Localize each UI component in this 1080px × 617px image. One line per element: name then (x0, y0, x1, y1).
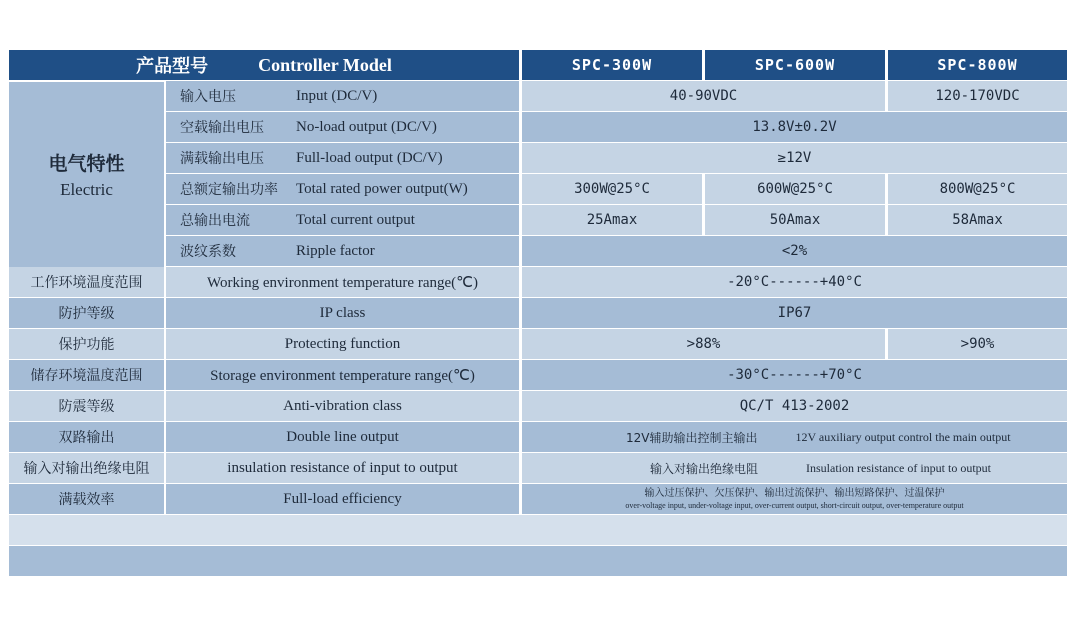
row-working-temp (9, 267, 1067, 297)
value-en: over-voltage input, under-voltage input, over-current output, short-circuit output, over-temperature output (625, 500, 964, 510)
value-cell: 58Amax (888, 205, 1067, 235)
value-cell: >88% (522, 329, 885, 359)
row-label-cn: 输入对输出绝缘电阻 (9, 453, 164, 483)
row-label-en: Anti-vibration class (166, 391, 519, 421)
label-en: Input (DC/V) (296, 87, 378, 104)
label-cn: 输入电压 (180, 89, 236, 105)
row-label (166, 205, 519, 235)
row-label-cn: 储存环境温度范围 (9, 360, 164, 390)
spec-table (9, 50, 1067, 577)
label-cn: 满载输出电压 (180, 151, 264, 167)
value-cell (522, 422, 1067, 452)
value-cn: 输入过压保护、欠压保护、输出过流保护、输出短路保护、过温保护 (644, 487, 945, 499)
value-cell: 120-170VDC (888, 81, 1067, 111)
value-en: 12V auxiliary output control the main output (795, 429, 1011, 444)
row-label-cn: 工作环境温度范围 (9, 267, 164, 297)
label-en: Full-load output (DC/V) (296, 149, 443, 166)
row-label (166, 112, 519, 142)
value-cell: 800W@25°C (888, 174, 1067, 204)
row-full-load-efficiency (9, 484, 1067, 514)
value-cn: 12V辅助输出控制主输出 (626, 430, 758, 445)
value-cell: IP67 (522, 298, 1067, 328)
row-label-en: Working environment temperature range(℃) (166, 267, 519, 297)
row-label-en: Storage environment temperature range(℃) (166, 360, 519, 390)
empty-row (9, 546, 1067, 576)
value-cell: 13.8V±0.2V (522, 112, 1067, 142)
value-cell: 300W@25°C (522, 174, 702, 204)
row-label (166, 174, 519, 204)
header-model-300w: SPC-300W (522, 50, 702, 80)
row-protecting-function (9, 329, 1067, 359)
label-cn: 总额定输出功率 (180, 182, 278, 198)
header-product-model-cn: 产品型号 (136, 56, 209, 77)
label-cn: 空载输出电压 (180, 120, 264, 136)
value-cell: QC/T 413-2002 (522, 391, 1067, 421)
value-cn: 输入对输出绝缘电阻 (650, 461, 759, 476)
value-cell (522, 484, 1067, 514)
row-label-cn: 防震等级 (9, 391, 164, 421)
value-cell: 40-90VDC (522, 81, 885, 111)
label-cn: 总输出电流 (180, 213, 250, 229)
row-label-en: Full-load efficiency (166, 484, 519, 514)
value-cell: -20°C------+40°C (522, 267, 1067, 297)
row-label-en: insulation resistance of input to output (166, 453, 519, 483)
row-total-current (9, 205, 1067, 235)
electric-label-cn: 电气特性 (48, 153, 125, 175)
label-en: No-load output (DC/V) (296, 118, 437, 135)
value-cell (522, 453, 1067, 483)
header-model-600w: SPC-600W (705, 50, 885, 80)
label-en: Total rated power output(W) (296, 180, 468, 197)
header-model-800w: SPC-800W (888, 50, 1067, 80)
value-cell: 25Amax (522, 205, 702, 235)
value-cell: 50Amax (705, 205, 885, 235)
value-cell: ≥12V (522, 143, 1067, 173)
row-label-cn: 双路输出 (9, 422, 164, 452)
value-cell: >90% (888, 329, 1067, 359)
value-cell: 600W@25°C (705, 174, 885, 204)
row-insulation-resistance (9, 453, 1067, 483)
row-label (166, 81, 519, 111)
label-en: Total current output (296, 211, 415, 228)
value-cell: -30°C------+70°C (522, 360, 1067, 390)
value-en: Insulation resistance of input to output (806, 460, 991, 475)
row-label-en: Double line output (166, 422, 519, 452)
row-label (166, 143, 519, 173)
row-no-load-output (9, 112, 1067, 142)
row-storage-temp (9, 360, 1067, 390)
row-total-rated-power (9, 174, 1067, 204)
electric-label-en: Electric (60, 180, 113, 199)
row-ripple-factor (9, 236, 1067, 266)
row-label-cn: 保护功能 (9, 329, 164, 359)
row-input-voltage (9, 81, 1067, 111)
row-label-en: IP class (166, 298, 519, 328)
row-label-cn: 满载效率 (9, 484, 164, 514)
empty-cell (9, 546, 1067, 576)
label-cn: 波纹系数 (180, 244, 236, 260)
row-full-load-output (9, 143, 1067, 173)
empty-cell (9, 515, 1067, 545)
row-label-cn: 防护等级 (9, 298, 164, 328)
header-product-model-en: Controller Model (258, 54, 392, 75)
empty-row (9, 515, 1067, 545)
header-row (9, 50, 1067, 80)
row-label (166, 236, 519, 266)
label-en: Ripple factor (296, 242, 375, 259)
row-double-line-output (9, 422, 1067, 452)
row-ip-class (9, 298, 1067, 328)
header-product-model (9, 50, 519, 80)
value-cell: <2% (522, 236, 1067, 266)
row-anti-vibration (9, 391, 1067, 421)
row-label-en: Protecting function (166, 329, 519, 359)
